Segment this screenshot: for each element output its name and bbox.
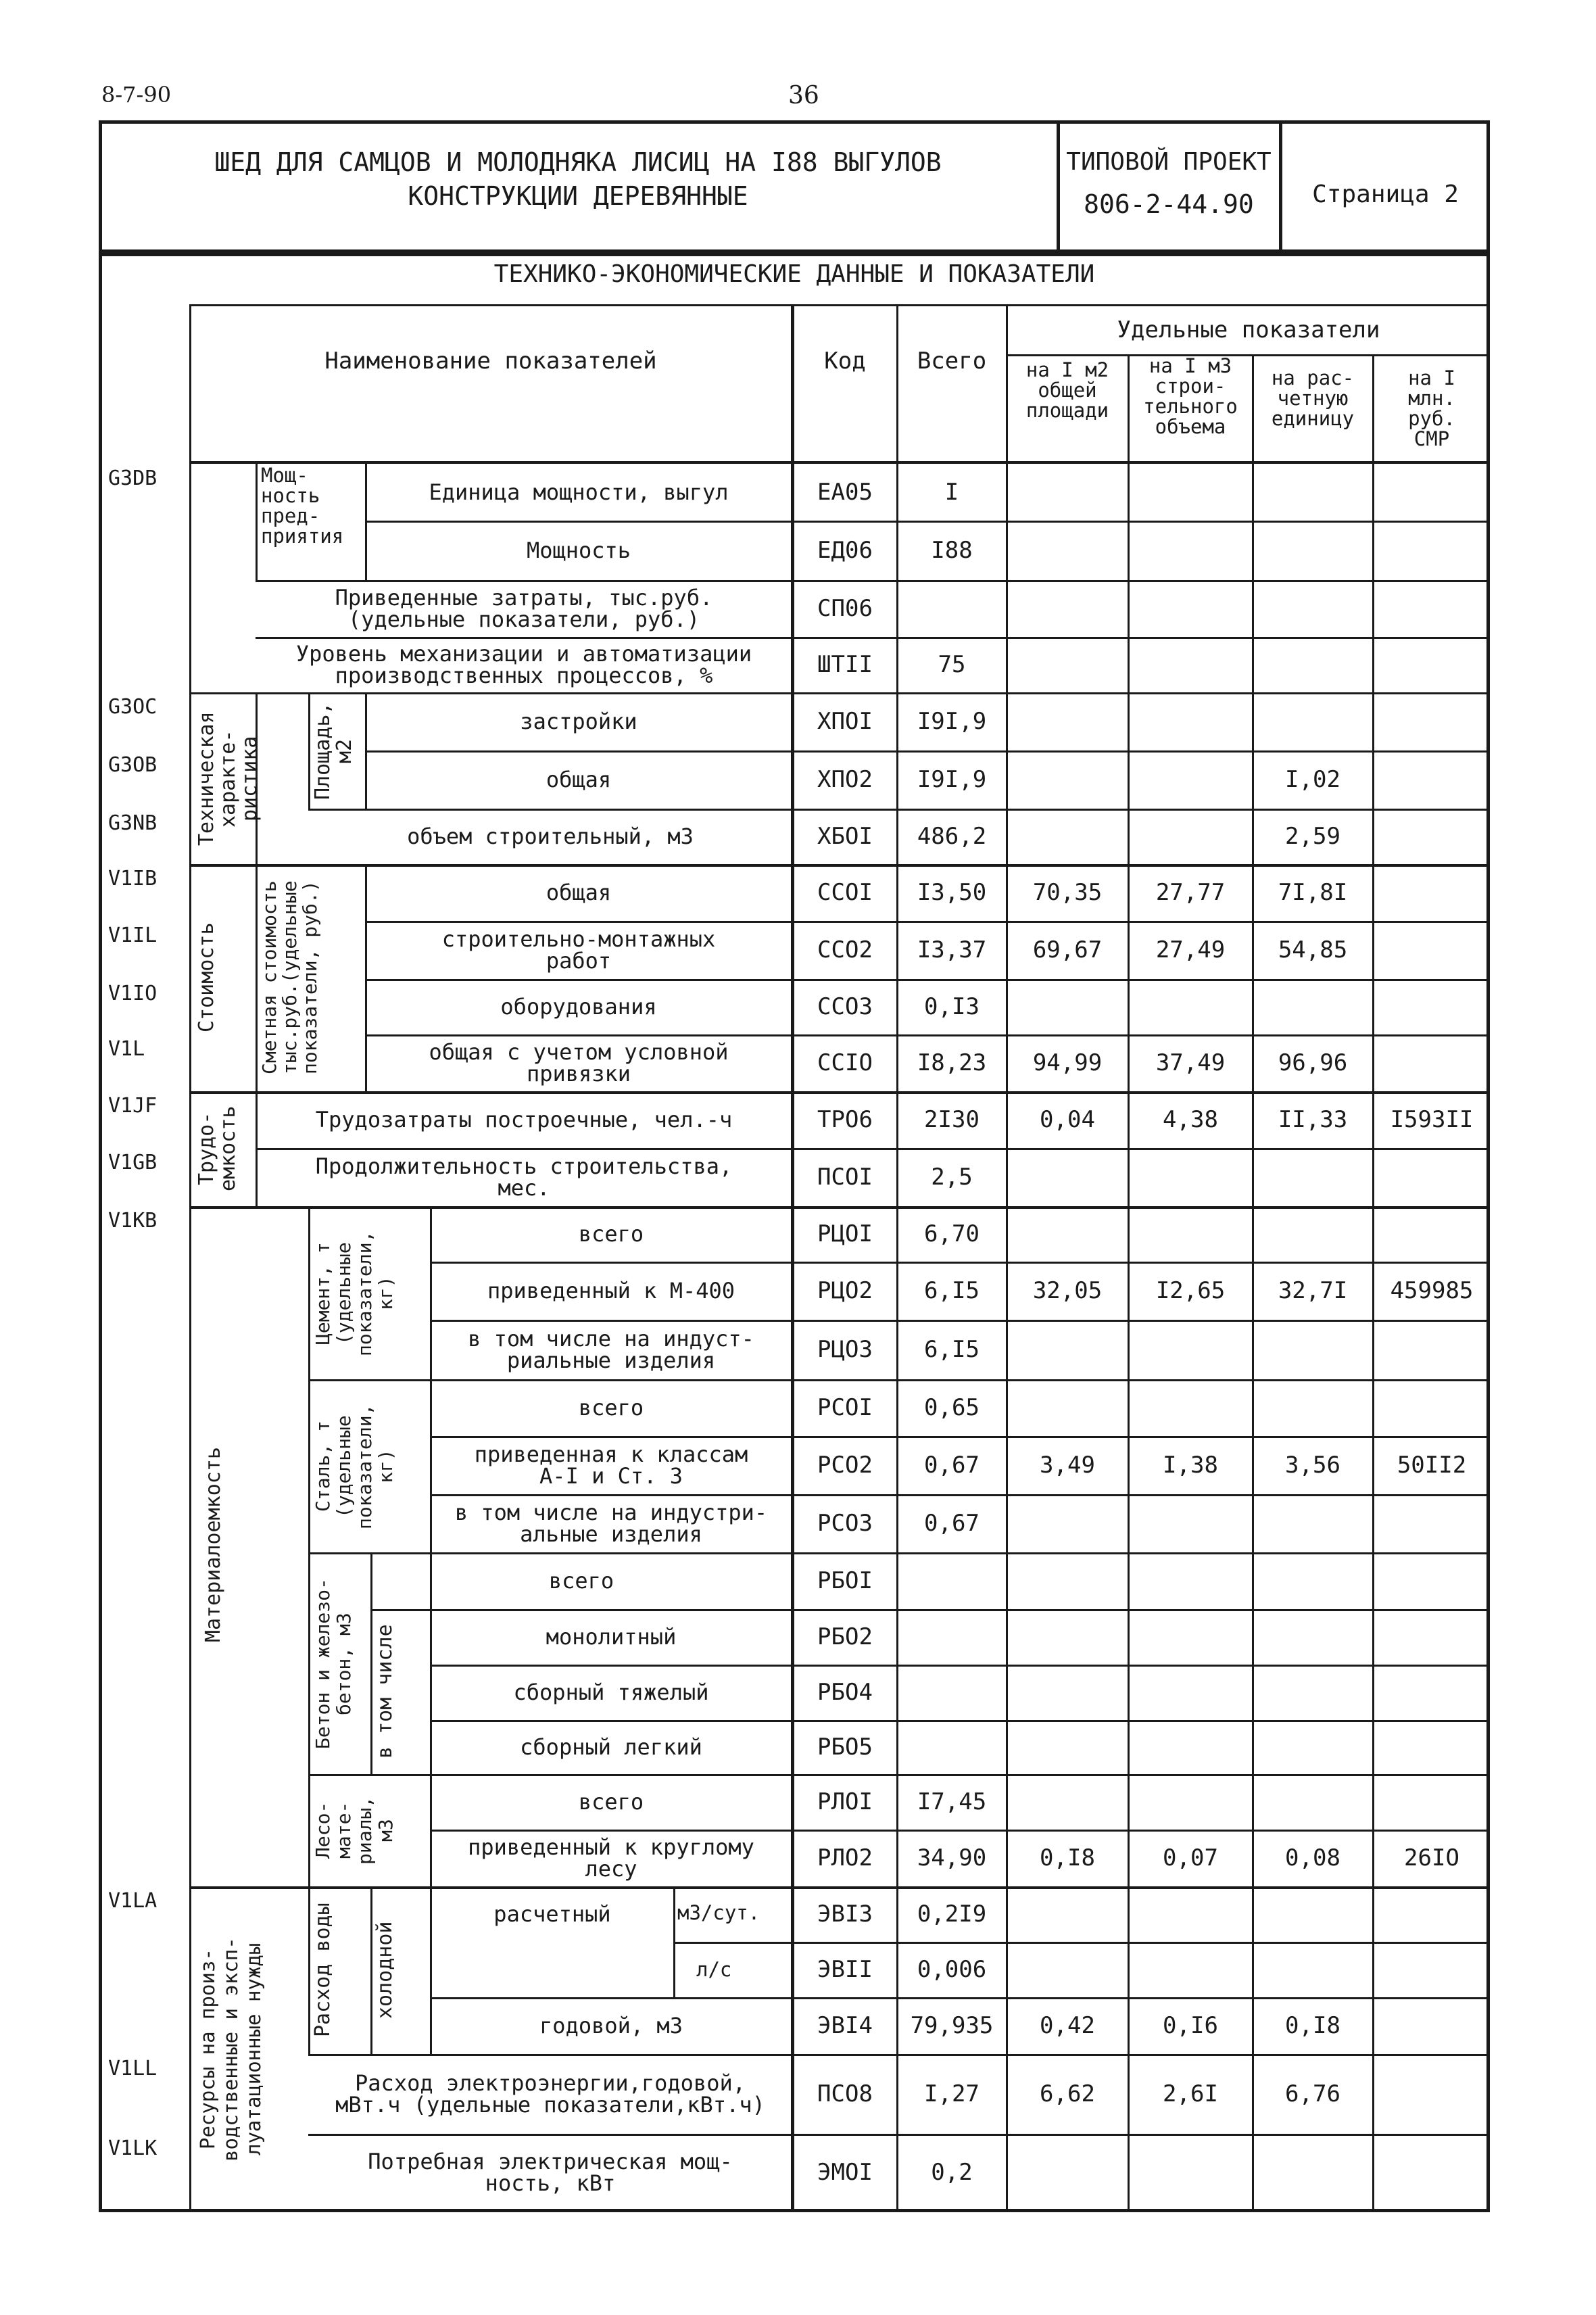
row-name: сборный легкий (520, 1734, 702, 1760)
cell-total: 486,2 (917, 823, 987, 850)
row-name: сборный тяжелый (513, 1679, 709, 1705)
cell-code: ЭВI4 (817, 2012, 873, 2039)
header-per-m3: на I м3 строи- тельного объема (1143, 354, 1238, 438)
cell-code: РЛО2 (817, 1844, 873, 1871)
cell-code: РЦОI (817, 1220, 873, 1247)
header-per-m2: на I м2 общей площади (1025, 358, 1109, 422)
row-side-code: V1LK (108, 2137, 158, 2160)
cell-m3: 4,38 (1163, 1106, 1218, 1133)
group-cost: Стоимость (195, 922, 218, 1033)
cell-code: РЦО2 (817, 1277, 873, 1304)
group-area: Площадь, м2 (311, 702, 356, 801)
row-side-code: V1JF (108, 1094, 158, 1118)
cell-code: РБО4 (817, 1679, 873, 1706)
cell-code: ЕД06 (817, 537, 873, 564)
section-title: ТЕХНИКО-ЭКОНОМИЧЕСКИЕ ДАННЫЕ И ПОКАЗАТЕЛИ (493, 260, 1095, 288)
cell-m2: 70,35 (1032, 879, 1103, 906)
cell-m3: I,38 (1163, 1452, 1218, 1479)
row-name: всего (548, 1568, 614, 1594)
cell-total: I7,45 (917, 1788, 987, 1815)
row-name: Уровень механизации и автоматизации производственных процессов, % (295, 641, 752, 688)
cell-unit: I,02 (1285, 766, 1340, 793)
cell-code: ССО2 (817, 936, 873, 963)
row-name: общая (546, 880, 612, 905)
cell-code: ССОI (817, 879, 873, 906)
cell-unit: 3,56 (1285, 1452, 1340, 1479)
cell-m2: 69,67 (1032, 936, 1103, 963)
cell-code: ХПОI (817, 708, 873, 735)
cell-total: I3,50 (917, 879, 987, 906)
cell-unit: 7I,8I (1278, 879, 1348, 906)
row-name: монолитный (546, 1624, 677, 1650)
cell-code: РЛОI (817, 1788, 873, 1815)
cell-m2: 0,42 (1040, 2012, 1095, 2039)
group-estimate: Сметная стоимость тыс.руб.(удельные показатели, руб.) (258, 880, 321, 1075)
cell-total: I9I,9 (917, 766, 987, 793)
header-total: Всего (917, 348, 987, 375)
project-label: ТИПОВОЙ ПРОЕКТ (1066, 148, 1272, 176)
row-side-code: V1GB (108, 1151, 158, 1174)
row-side-code: G3OC (108, 695, 158, 719)
cell-mln: 26IO (1404, 1844, 1459, 1871)
group-cold: холодной (373, 1921, 397, 2020)
cell-code: РСО2 (817, 1452, 873, 1479)
title-line-2: КОНСТРУКЦИИ ДЕРЕВЯННЫЕ (408, 181, 748, 211)
cell-code: РСОI (817, 1394, 873, 1421)
row-name: Приведенные затраты, тыс.руб. (удельные показатели, руб.) (335, 585, 713, 632)
cell-total: 2,5 (931, 1164, 973, 1191)
page-ref: 8-7-90 (101, 82, 172, 108)
cell-total: I88 (931, 537, 973, 564)
group-tech: Техническая характе- ристика (195, 711, 262, 846)
row-name: приведенный к круглому лесу (468, 1834, 754, 1882)
cell-code: ЕА05 (817, 479, 873, 506)
cell-code: ЭВI3 (817, 1901, 873, 1928)
cell-m3: I2,65 (1155, 1277, 1226, 1304)
group-cement: Цемент, т (удельные показатели, кг) (312, 1231, 397, 1356)
cell-unit: 96,96 (1278, 1049, 1348, 1076)
row-name: общая (546, 767, 612, 792)
cell-code: ШТII (817, 651, 873, 678)
group-labor: Трудо- емкость (195, 1105, 240, 1192)
cell-total: 2I30 (924, 1106, 980, 1133)
cell-code: ПСОI (817, 1164, 873, 1191)
row-side-code: V1IB (108, 867, 158, 890)
cell-total: 6,I5 (924, 1277, 980, 1304)
cell-unit: 2,59 (1285, 823, 1340, 850)
cell-total: 0,I3 (924, 993, 980, 1020)
group-power: Мощ- ность пред- приятия (261, 464, 344, 548)
sheet-label: Страница 2 (1312, 181, 1459, 208)
row-side-code: G3OB (108, 753, 158, 777)
group-concrete: Бетон и железо- бетон, м3 (312, 1578, 355, 1750)
row-side-code: V1L (108, 1037, 145, 1061)
cell-total: 0,67 (924, 1510, 980, 1537)
row-name: застройки (520, 709, 637, 734)
cell-mln: 50II2 (1397, 1452, 1467, 1479)
group-steel: Сталь, т (удельные показатели, кг) (312, 1404, 397, 1529)
group-incl: в том числе (373, 1624, 397, 1759)
cell-total: 0,65 (924, 1394, 980, 1421)
group-water: Расход воды (311, 1903, 335, 2038)
cell-unit: 6,76 (1285, 2080, 1340, 2107)
row-name: объем строительный, м3 (407, 824, 694, 849)
header-per-mln: на I млн. руб. СМР (1408, 366, 1455, 450)
row-name: Расход электроэнергии,годовой, мВт.ч (удельные показатели,кВт.ч) (335, 2070, 765, 2118)
row-side-code: V1IO (108, 982, 158, 1005)
group-resources: Ресурсы на произ- водственные и эксп- луатационные нужды (196, 1937, 265, 2162)
cell-unit: II,33 (1278, 1106, 1348, 1133)
cell-code: РБО2 (817, 1623, 873, 1650)
water-unit-m3: м3/сут. (677, 1901, 760, 1924)
cell-m2: 3,49 (1040, 1452, 1095, 1479)
row-name: годовой, м3 (539, 2013, 683, 2038)
row-name: приведенная к классам А-I и Ст. 3 (474, 1441, 748, 1489)
row-name: всего (578, 1221, 644, 1247)
row-name: в том числе на индустри- альные изделия (454, 1500, 768, 1547)
cell-m2: 94,99 (1032, 1049, 1103, 1076)
header-specific: Удельные показатели (1117, 316, 1380, 343)
cell-unit: 32,7I (1278, 1277, 1348, 1304)
cell-m3: 27,77 (1155, 879, 1226, 906)
cell-m3: 27,49 (1155, 936, 1226, 963)
cell-total: I (944, 479, 959, 506)
row-name: расчетный (493, 1901, 611, 1927)
group-timber: Лесо- мате- риалы, м3 (312, 1796, 397, 1865)
header-name: Наименование показателей (324, 348, 657, 375)
cell-code: ССIО (817, 1049, 873, 1076)
row-name: Единица мощности, выгул (429, 479, 729, 505)
row-name: всего (578, 1789, 644, 1815)
cell-m2: 0,04 (1040, 1106, 1095, 1133)
row-side-code: V1KB (108, 1209, 158, 1233)
row-side-code: V1IL (108, 924, 158, 947)
row-side-code: V1LA (108, 1889, 158, 1913)
cell-total: I8,23 (917, 1049, 987, 1076)
cell-code: РСО3 (817, 1510, 873, 1537)
cell-code: РБО5 (817, 1734, 873, 1761)
cell-total: I,27 (924, 2080, 980, 2107)
cell-code: РБОI (817, 1567, 873, 1594)
cell-code: ССО3 (817, 993, 873, 1020)
cell-m3: 2,6I (1163, 2080, 1218, 2107)
header-per-unit: на рас- четную единицу (1271, 366, 1355, 430)
header-code: Код (824, 348, 866, 375)
cell-total: 0,67 (924, 1452, 980, 1479)
row-side-code: G3NB (108, 811, 158, 835)
cell-total: 6,70 (924, 1220, 980, 1247)
cell-mln: I593II (1390, 1106, 1474, 1133)
cell-code: РЦО3 (817, 1336, 873, 1363)
row-name: Мощность (526, 538, 631, 563)
row-side-code: V1LL (108, 2057, 158, 2080)
group-material: Материалоемкость (201, 1447, 225, 1643)
cell-total: I9I,9 (917, 708, 987, 735)
cell-m2: 32,05 (1032, 1277, 1103, 1304)
cell-m3: 0,I6 (1163, 2012, 1218, 2039)
cell-code: ЭМОI (817, 2159, 873, 2186)
title-line-1: ШЕД ДЛЯ САМЦОВ И МОЛОДНЯКА ЛИСИЦ НА I88 ВЫГУЛОВ (214, 147, 942, 177)
cell-m3: 37,49 (1155, 1049, 1226, 1076)
row-side-code: G3DB (108, 467, 158, 490)
cell-m2: 0,I8 (1040, 1844, 1095, 1871)
cell-code: ПСО8 (817, 2080, 873, 2107)
cell-total: 0,2 (931, 2159, 973, 2186)
row-name: приведенный к М-400 (487, 1278, 735, 1304)
project-number: 806-2-44.90 (1084, 189, 1254, 219)
cell-total: 0,006 (917, 1956, 987, 1983)
cell-code: ЭВII (817, 1956, 873, 1983)
row-name: общая с учетом условной привязки (429, 1039, 729, 1087)
row-name: Продолжительность строительства, мес. (315, 1153, 733, 1201)
cell-unit: 54,85 (1278, 936, 1348, 963)
row-name: оборудования (500, 994, 657, 1020)
cell-total: 79,935 (910, 2012, 994, 2039)
cell-total: 6,I5 (924, 1336, 980, 1363)
cell-code: СП06 (817, 595, 873, 622)
cell-mln: 459985 (1390, 1277, 1474, 1304)
cell-code: ХБОI (817, 823, 873, 850)
cell-unit: 0,08 (1285, 1844, 1340, 1871)
row-name: Потребная электрическая мощ- ность, кВт (368, 2149, 733, 2196)
cell-total: 75 (938, 651, 966, 678)
row-name: всего (578, 1395, 644, 1421)
page-number: 36 (788, 82, 819, 110)
cell-code: ХПО2 (817, 766, 873, 793)
cell-total: 0,2I9 (917, 1901, 987, 1928)
row-name: строительно-монтажных работ (441, 926, 716, 974)
cell-unit: 0,I8 (1285, 2012, 1340, 2039)
cell-code: ТРО6 (817, 1106, 873, 1133)
cell-total: I3,37 (917, 936, 987, 963)
row-name: Трудозатраты построечные, чел.-ч (315, 1107, 733, 1132)
water-unit-ls: л/с (696, 1958, 732, 1981)
cell-total: 34,90 (917, 1844, 987, 1871)
cell-m2: 6,62 (1040, 2080, 1095, 2107)
row-name: в том числе на индуст- риальные изделия (468, 1326, 754, 1373)
cell-m3: 0,07 (1163, 1844, 1218, 1871)
